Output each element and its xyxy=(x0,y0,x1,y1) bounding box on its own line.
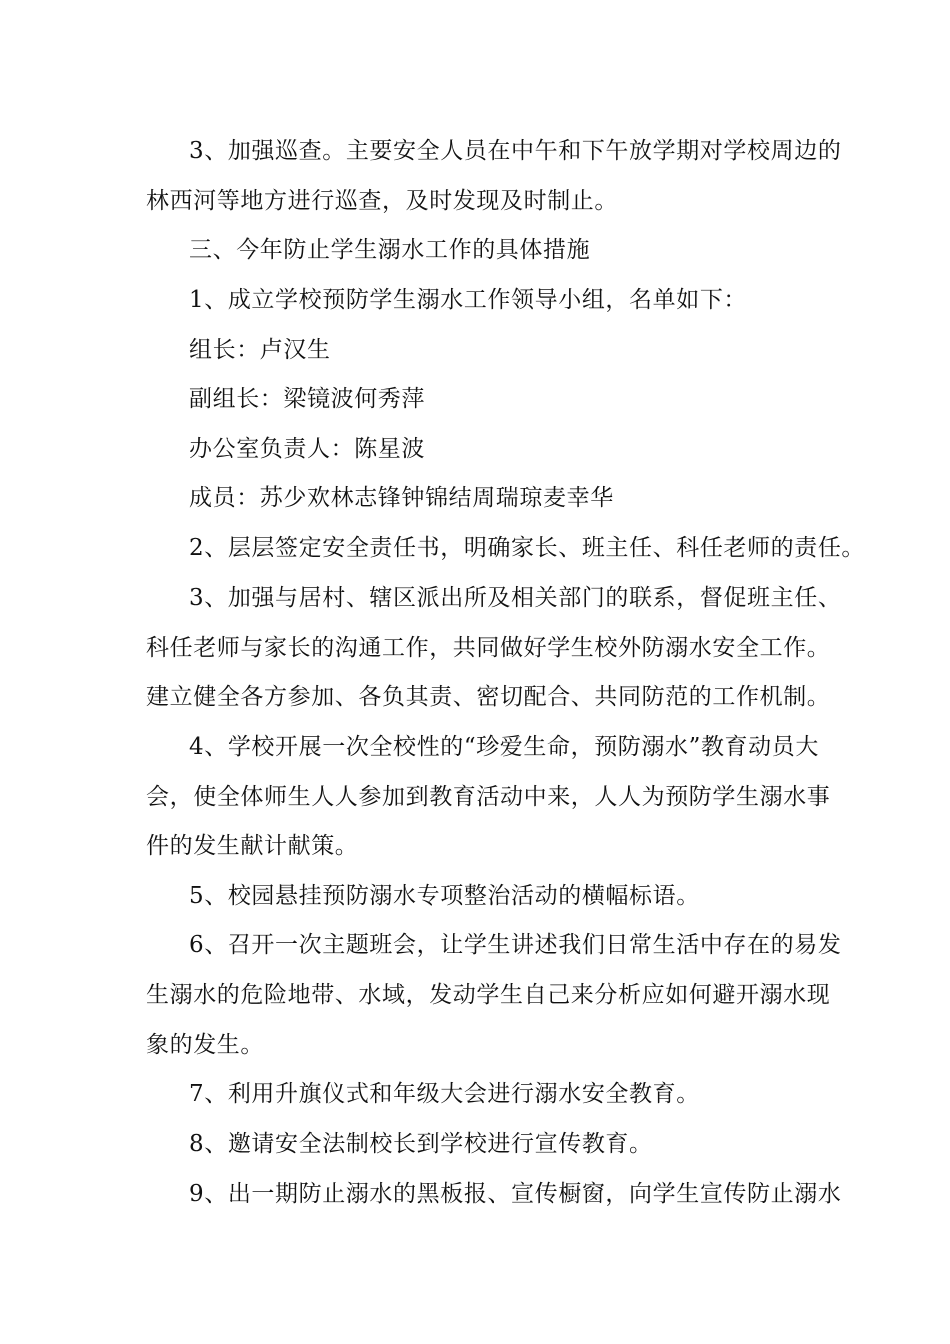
text-line: 1、成立学校预防学生溺水工作领导小组，名单如下： xyxy=(189,287,748,313)
text-line: 会，使全体师生人人参加到教育活动中来，人人为预防学生溺水事 xyxy=(146,784,831,810)
text-line: 5、校园悬挂预防溺水专项整治活动的横幅标语。 xyxy=(189,883,700,909)
text-line: 7、利用升旗仪式和年级大会进行溺水安全教育。 xyxy=(189,1081,700,1107)
text-line: 8、邀请安全法制校长到学校进行宣传教育。 xyxy=(189,1131,653,1157)
text-line: 办公室负责人：陈星波 xyxy=(189,436,425,462)
text-line: 象的发生。 xyxy=(146,1032,264,1058)
text-line: 2、层层签定安全责任书，明确家长、班主任、科任老师的责任。 xyxy=(189,535,866,561)
text-line: 生溺水的危险地带、水域，发动学生自己来分析应如何避开溺水现 xyxy=(146,982,831,1008)
text-line: 科任老师与家长的沟通工作，共同做好学生校外防溺水安全工作。 xyxy=(146,635,831,661)
text-line: 林西河等地方进行巡查，及时发现及时制止。 xyxy=(146,188,618,214)
text-line: 3、加强与居村、辖区派出所及相关部门的联系，督促班主任、 xyxy=(189,585,842,611)
text-line: 3、加强巡查。主要安全人员在中午和下午放学期对学校周边的 xyxy=(189,138,842,164)
text-line: 9、出一期防止溺水的黑板报、宣传橱窗，向学生宣传防止溺水 xyxy=(189,1181,842,1207)
text-line: 件的发生献计献策。 xyxy=(146,833,359,859)
text-line: 组长：卢汉生 xyxy=(189,337,331,363)
text-line: 副组长：梁镜波何秀萍 xyxy=(189,386,425,412)
text-line: 成员：苏少欢林志锋钟锦结周瑞琼麦幸华 xyxy=(189,485,614,511)
text-line: 建立健全各方参加、各负其责、密切配合、共同防范的工作机制。 xyxy=(146,684,831,710)
text-line: 6、召开一次主题班会，让学生讲述我们日常生活中存在的易发 xyxy=(189,932,842,958)
text-line: 4、学校开展一次全校性的“珍爱生命，预防溺水”教育动员大 xyxy=(189,734,819,760)
section-heading: 三、今年防止学生溺水工作的具体措施 xyxy=(189,237,591,263)
